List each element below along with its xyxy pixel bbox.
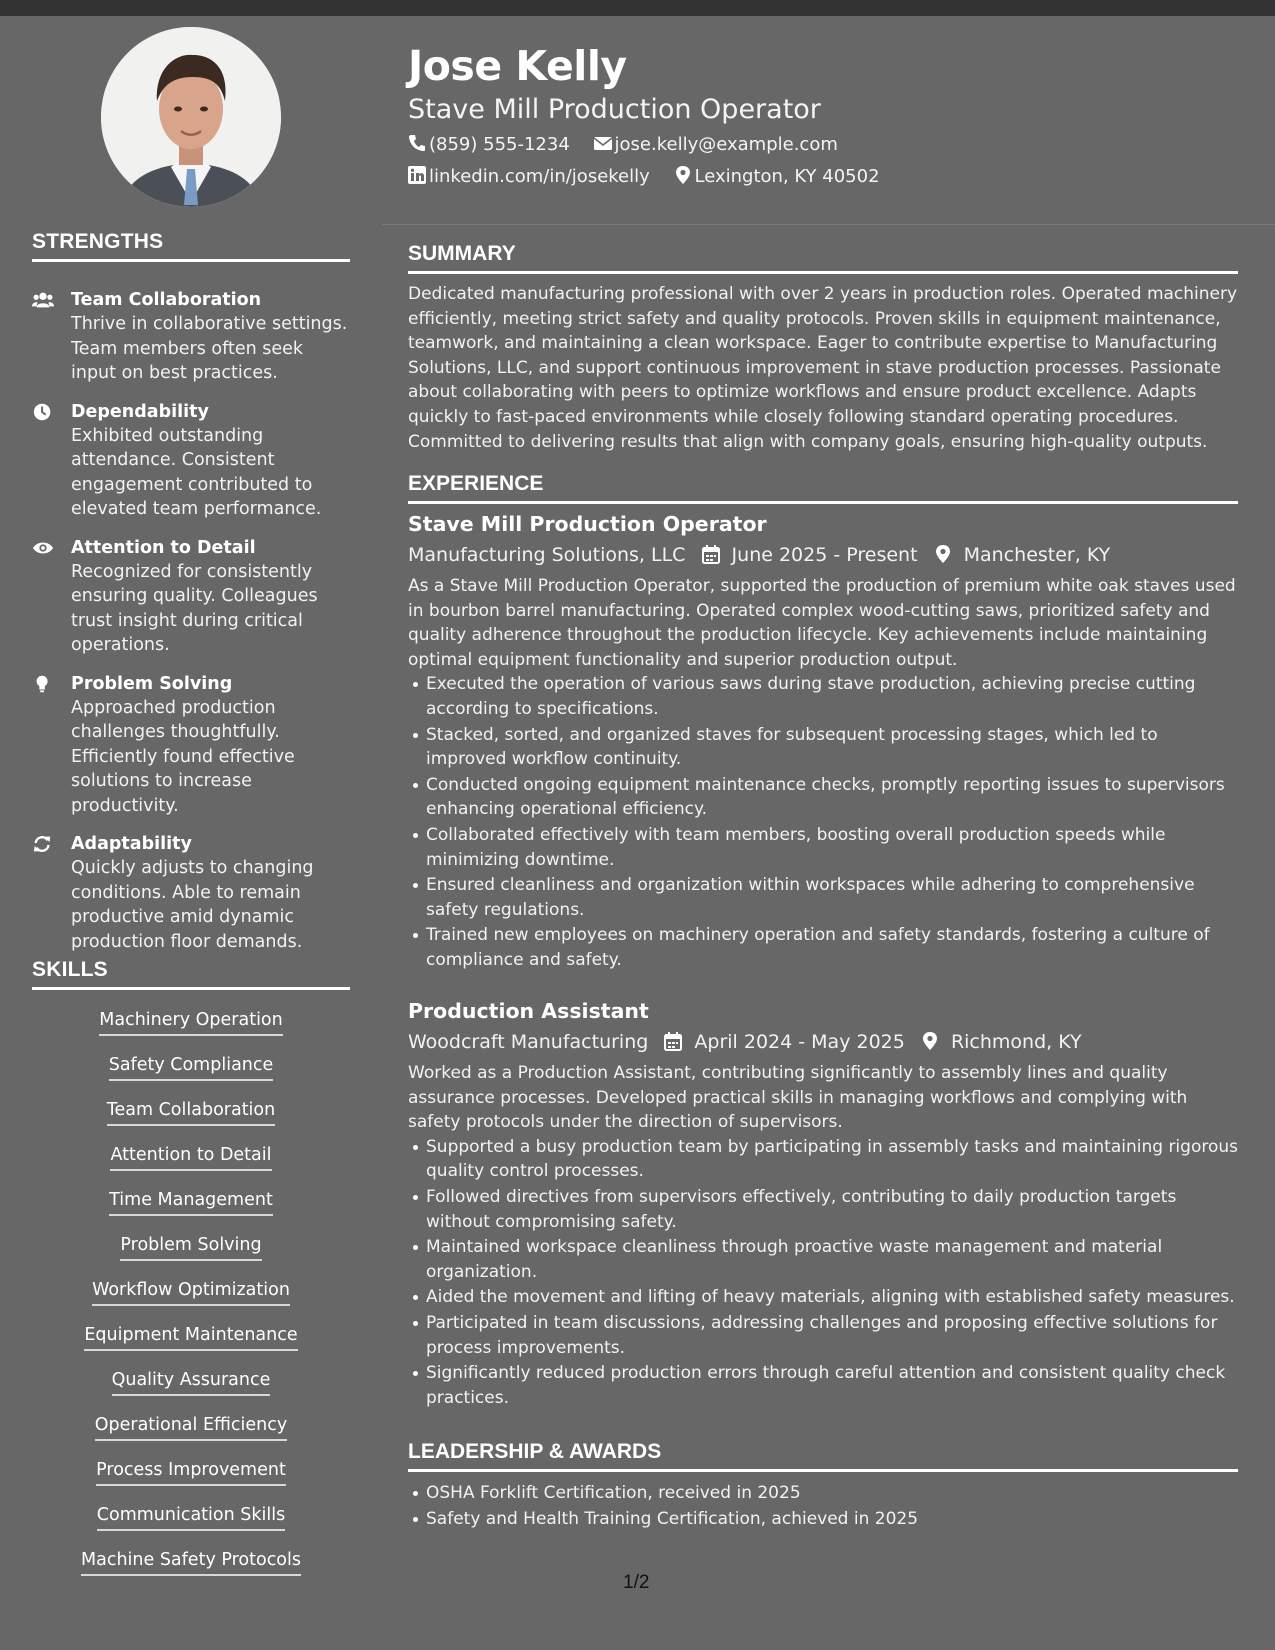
- job-location: Manchester, KY: [963, 544, 1111, 566]
- location-text: Lexington, KY 40502: [694, 166, 880, 187]
- strength-title: Problem Solving: [71, 673, 233, 694]
- strength-title: Attention to Detail: [71, 537, 256, 558]
- skill-item: Machine Safety Protocols: [81, 1548, 301, 1576]
- phone-contact[interactable]: [408, 134, 570, 155]
- calendar-icon: [702, 545, 720, 564]
- job-dates: April 2024 - May 2025: [694, 1031, 905, 1053]
- job-company: Manufacturing Solutions, LLC: [408, 544, 686, 566]
- job-entry-2: [408, 997, 1240, 1411]
- linkedin-icon: [408, 166, 426, 184]
- resume-page: [0, 16, 1275, 1650]
- list-item: Ensured cleanliness and organization within workspaces while adhering to comprehensive safety regulations.: [426, 873, 1240, 922]
- list-item: Trained new employees on machinery operation and safety standards, fostering a culture of compliance and safety.: [426, 923, 1240, 972]
- envelope-icon: [594, 134, 612, 152]
- list-item: Executed the operation of various saws during stave production, achieving precise cutting according to specifications.: [426, 672, 1240, 721]
- skill-item: Workflow Optimization: [92, 1278, 290, 1306]
- skill-item: Safety Compliance: [109, 1053, 274, 1081]
- job-meta: [408, 541, 1240, 569]
- strength-item: [32, 400, 352, 522]
- avatar: [101, 27, 281, 207]
- skill-item: Attention to Detail: [110, 1143, 271, 1171]
- skill-item: Operational Efficiency: [95, 1413, 288, 1441]
- summary-heading: SUMMARY: [408, 242, 1238, 274]
- clock-icon: [32, 402, 56, 422]
- candidate-title: Stave Mill Production Operator: [408, 94, 821, 125]
- strength-title: Team Collaboration: [71, 290, 262, 310]
- list-item: Maintained workspace cleanliness through proactive waste management and material organization.: [426, 1235, 1240, 1284]
- location-contact: [674, 166, 880, 187]
- email-text: jose.kelly@example.com: [614, 134, 838, 155]
- list-item: Stacked, sorted, and organized staves for subsequent processing stages, which led to improved workflow continuity.: [426, 723, 1240, 772]
- list-item: Conducted ongoing equipment maintenance checks, promptly reporting issues to supervisors enhancing operational efficiency.: [426, 773, 1240, 822]
- skill-item: Process Improvement: [96, 1458, 286, 1486]
- left-column: [0, 16, 382, 1650]
- job-company: Woodcraft Manufacturing: [408, 1031, 649, 1053]
- skill-item: Time Management: [109, 1188, 273, 1216]
- contact-row-2: [408, 166, 898, 187]
- awards-section: [408, 1481, 1240, 1532]
- skills-list: [32, 1008, 350, 1593]
- strength-item: [32, 536, 352, 658]
- list-item: Collaborated effectively with team members, boosting overall production speeds while minimizing downtime.: [426, 823, 1240, 872]
- email-contact[interactable]: [594, 134, 838, 155]
- skill-item: Equipment Maintenance: [84, 1323, 297, 1351]
- list-item: OSHA Forklift Certification, received in 2025: [426, 1481, 1240, 1506]
- summary-text: Dedicated manufacturing professional with over 2 years in production roles. Operated machinery efficiently, meeting strict safety and quality protocols. Proven skills in equipment maintenance, teamwork, and maintaining a clean workspace. Eager to contribute expertise to Manufacturing Solutions, LLC, and support continuous improvement in stave production processes. Passionate about collaborating with peers to optimize workflows and ensure product excellence. Adapts quickly to fast-paced environments while closely following standard operating procedures. Committed to delivering results that align with company goals, ensuring high-quality outputs.: [408, 284, 1238, 452]
- strengths-heading: STRENGTHS: [32, 230, 350, 262]
- job-role: Production Assistant: [408, 999, 649, 1023]
- strength-desc: Quickly adjusts to changing conditions. Able to remain productive amid dynamic production floor demands.: [71, 858, 314, 952]
- candidate-name: Jose Kelly: [408, 42, 627, 90]
- refresh-icon: [32, 834, 56, 854]
- job-entry-1: [408, 510, 1240, 974]
- skills-heading: SKILLS: [32, 958, 350, 990]
- skill-item: Quality Assurance: [112, 1368, 271, 1396]
- linkedin-text: linkedin.com/in/josekelly: [429, 166, 650, 187]
- skill-item: Communication Skills: [97, 1503, 285, 1531]
- calendar-icon: [664, 1032, 682, 1051]
- phone-text: (859) 555-1234: [429, 134, 570, 155]
- awards-heading: LEADERSHIP & AWARDS: [408, 1440, 1238, 1472]
- job-location: Richmond, KY: [950, 1031, 1082, 1053]
- strength-title: Adaptability: [71, 834, 192, 854]
- eye-icon: [32, 538, 56, 558]
- profile-photo: [101, 27, 281, 207]
- header-divider: [382, 224, 1275, 225]
- strength-desc: Recognized for consistently ensuring quality. Colleagues trust insight during critical operations.: [71, 561, 318, 655]
- list-item: Significantly reduced production errors through careful attention and consistent quality check practices.: [426, 1361, 1240, 1410]
- users-icon: [32, 290, 56, 310]
- strength-desc: Exhibited outstanding attendance. Consistent engagement contributed to elevated team performance.: [71, 425, 322, 519]
- strength-desc: Approached production challenges thoughtfully. Efficiently found effective solutions to increase productivity.: [71, 697, 295, 816]
- experience-heading: EXPERIENCE: [408, 472, 1238, 504]
- strength-title: Dependability: [71, 401, 209, 422]
- map-pin-icon: [934, 545, 952, 564]
- phone-icon: [408, 134, 426, 152]
- list-item: Safety and Health Training Certification, achieved in 2025: [426, 1507, 1240, 1532]
- strength-item: [32, 288, 352, 386]
- lightbulb-icon: [32, 674, 56, 694]
- list-item: Aided the movement and lifting of heavy materials, aligning with established safety measures.: [426, 1285, 1240, 1310]
- list-item: Supported a busy production team by participating in assembly tasks and maintaining rigorous quality control processes.: [426, 1135, 1240, 1184]
- list-item: Participated in team discussions, addressing challenges and proposing effective solutions for process improvements.: [426, 1311, 1240, 1360]
- awards-list: [408, 1481, 1240, 1531]
- job-description: As a Stave Mill Production Operator, supported the production of premium white oak staves used in bourbon barrel manufacturing. Operated complex wood-cutting saws, prioritized safety and quality adherence throughout the production lifecycle. Key achievements include maintaining optimal equipment functionality and superior production output.: [408, 576, 1236, 670]
- job-dates: June 2025 - Present: [731, 544, 918, 566]
- strength-desc: Thrive in collaborative settings. Team members often seek input on best practices.: [71, 314, 348, 383]
- page-number: 1/2: [623, 1572, 650, 1593]
- strength-item: [32, 832, 352, 954]
- skill-item: Team Collaboration: [107, 1098, 275, 1126]
- strengths-list: [32, 288, 352, 968]
- job-role: Stave Mill Production Operator: [408, 512, 767, 536]
- strength-item: [32, 672, 352, 819]
- list-item: Followed directives from supervisors effectively, contributing to daily production targets without compromising safety.: [426, 1185, 1240, 1234]
- job-meta: [408, 1028, 1240, 1056]
- job-description: Worked as a Production Assistant, contributing significantly to assembly lines and quality assurance processes. Developed practical skills in managing workflows and complying with safety protocols under the direction of supervisors.: [408, 1063, 1188, 1133]
- linkedin-contact[interactable]: [408, 166, 650, 187]
- top-bar: [0, 0, 1275, 16]
- map-pin-icon: [921, 1032, 939, 1051]
- contact-row-1: [408, 134, 856, 155]
- skill-item: Machinery Operation: [99, 1008, 282, 1036]
- job-bullets: [408, 1135, 1240, 1411]
- skill-item: Problem Solving: [120, 1233, 261, 1261]
- job-bullets: [408, 672, 1240, 972]
- map-pin-icon: [674, 166, 692, 184]
